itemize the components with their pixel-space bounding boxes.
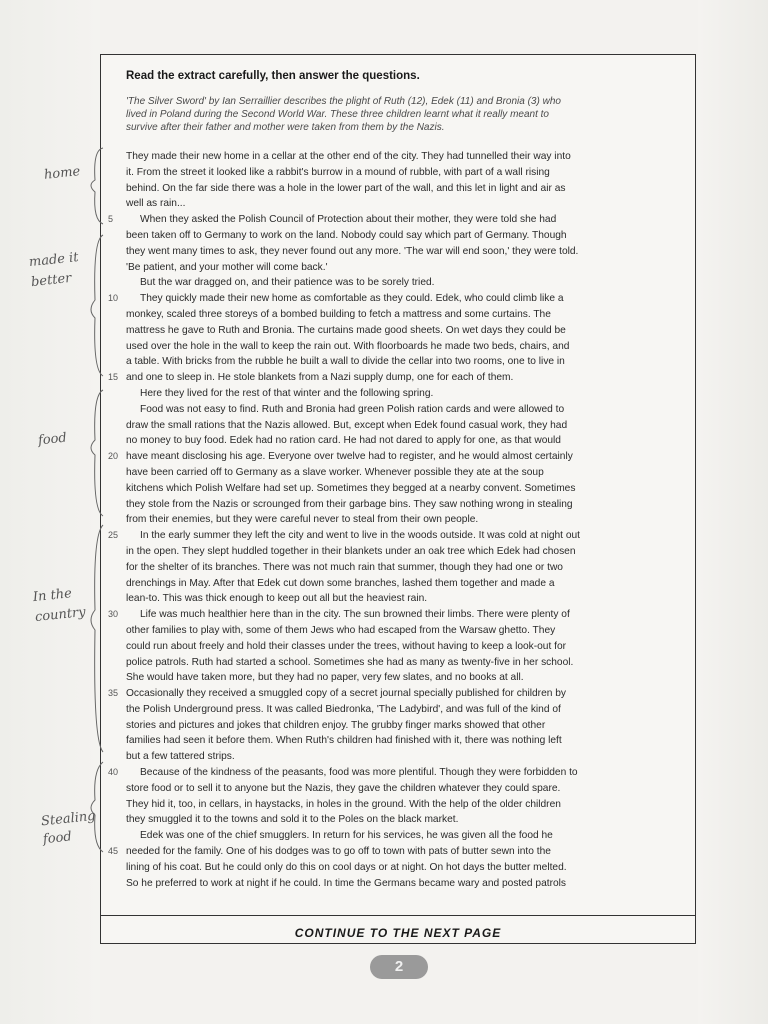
line-text: they smuggled it to the towns and sold it to the Poles on the black market. (126, 814, 459, 826)
line-text: drenchings in May. After that Edek cut down some branches, lashed them together and made a (126, 577, 555, 589)
text-line (126, 323, 686, 339)
continue-footer: CONTINUE TO THE NEXT PAGE (294, 926, 502, 940)
line-text: mattress he gave to Ruth and Bronia. The curtains made good sheets. On wet days they could be (126, 324, 566, 336)
text-line (126, 639, 686, 655)
line-text: they went many times to ask, they never found out any more. 'The war will end soon,' they were told. (126, 245, 579, 257)
text-line (126, 149, 686, 165)
text-line (126, 718, 686, 734)
page-number-badge: 2 (370, 955, 428, 979)
text-line (126, 196, 686, 212)
line-text: have been carried off to Germany as a slave worker. Whenever possible they ate at the soup (126, 466, 544, 478)
text-line (108, 844, 686, 860)
line-text: monkey, scaled three storeys of a bombed building to fetch a mattress and some curtains. The (126, 308, 551, 320)
line-text: Because of the kindness of the peasants, food was more plentiful. Though they were forbidden to (140, 767, 578, 779)
line-number: 5 (108, 214, 114, 225)
line-text: from their enemies, but they were careful never to steal from their own people. (126, 514, 479, 526)
line-text: Here they lived for the rest of that winter and the following spring. (140, 387, 434, 399)
line-text: used over the hole in the wall to keep the rain out. With floorboards he made two beds, chairs, and (126, 340, 570, 352)
line-number: 20 (108, 451, 119, 462)
text-line (126, 181, 686, 197)
line-text: and one to sleep in. He stole blankets from a Nazi supply dump, one for each of them. (126, 372, 514, 384)
margin-note-made-better: made it better (28, 250, 80, 291)
line-number: 40 (108, 767, 119, 778)
footer-rule (100, 915, 696, 916)
instruction-heading: Read the extract carefully, then answer the questions. (126, 70, 420, 82)
text-line (126, 228, 686, 244)
text-line (126, 512, 686, 528)
line-text: When they asked the Polish Council of Protection about their mother, they were told she had (140, 214, 557, 226)
line-text: no money to buy food. Edek had no ration card. He had not dared to apply for one, as that would (126, 435, 561, 447)
line-text: Life was much healthier here than in the city. The sun browned their limbs. There were plenty of (140, 609, 570, 621)
line-text: lean-to. This was thick enough to keep out all but the heaviest rain. (126, 593, 428, 605)
text-line (126, 576, 686, 592)
text-line (126, 812, 686, 828)
line-text: they stole from the Nazis or scrounged from their garbage bins. They saw nothing wrong in stealing (126, 498, 573, 510)
margin-note-in-the-country: In the country (32, 586, 87, 626)
line-text: police patrols. Ruth had started a school. Sometimes she had as many as twenty-five in her school. (126, 656, 574, 668)
text-line (108, 607, 686, 623)
text-line (126, 386, 686, 402)
line-text: She would have taken more, but they had no paper, very few slates, and no books at all. (126, 672, 524, 684)
line-text: been taken off to Germany to work on the land. Nobody could say which part of Germany. Though (126, 229, 567, 241)
text-line (108, 528, 686, 544)
text-line (126, 244, 686, 260)
line-text: well as rain... (126, 198, 186, 210)
line-text: needed for the family. One of his dodges was to go off to town with pats of butter sewn into the (126, 846, 551, 858)
line-text: families had seen it before them. When Ruth's children had finished with it, there was nothing left (126, 735, 562, 747)
margin-note-food: food (37, 430, 68, 449)
line-number: 15 (108, 372, 119, 383)
text-line (126, 339, 686, 355)
text-line (108, 291, 686, 307)
line-text: it. From the street it looked like a rabbit's burrow in a mound of rubble, with part of a wall rising (126, 166, 550, 178)
line-text: behind. On the far side there was a hole in the lower part of the wall, and this let in light and air as (126, 182, 566, 194)
line-text: have meant disclosing his age. Everyone over twelve had to register, and he would almost certainly (126, 451, 573, 463)
text-line (126, 623, 686, 639)
line-text: but a few tattered strips. (126, 751, 235, 763)
line-number: 10 (108, 293, 119, 304)
line-text: lining of his coat. But he could only do this on cool days or at night. On hot days the butter melted. (126, 861, 567, 873)
text-line (126, 418, 686, 434)
text-line (126, 876, 686, 892)
text-line (126, 481, 686, 497)
intro-line: 'The Silver Sword' by Ian Serraillier describes the plight of Ruth (12), Edek (11) and Bronia (3) who (126, 96, 561, 107)
line-number: 35 (108, 688, 119, 699)
intro-line: lived in Poland during the Second World War. These three children learnt what it really meant to (126, 109, 549, 120)
line-text: Edek was one of the chief smugglers. In return for his services, he was given all the food he (140, 830, 553, 842)
text-line (108, 686, 686, 702)
margin-note-stealing-food: Stealing food (40, 808, 97, 848)
intro-line: survive after their father and mother were taken from them by the Nazis. (126, 122, 445, 133)
line-text: In the early summer they left the city and went to live in the woods outside. It was cold at night out (140, 530, 580, 542)
text-line (126, 733, 686, 749)
line-text: But the war dragged on, and their patience was to be sorely tried. (140, 277, 435, 289)
line-text: other families to play with, some of them Jews who had escaped from the Warsaw ghetto. They (126, 624, 556, 636)
text-line (126, 797, 686, 813)
line-number: 45 (108, 846, 119, 857)
text-line (108, 449, 686, 465)
text-line (126, 402, 686, 418)
text-line (126, 354, 686, 370)
text-line (126, 307, 686, 323)
line-text: the Polish Underground press. It was called Biedronka, 'The Ladybird', and was full of the kind of (126, 703, 561, 715)
text-line (126, 465, 686, 481)
text-line (126, 702, 686, 718)
text-line (126, 275, 686, 291)
text-line (126, 670, 686, 686)
extract-text (108, 149, 686, 891)
line-number: 30 (108, 609, 119, 620)
line-text: They quickly made their new home as comfortable as they could. Edek, who could climb like a (140, 293, 564, 305)
text-line (126, 544, 686, 560)
text-line (126, 591, 686, 607)
line-text: a table. With bricks from the rubble he built a wall to divide the cellar into two rooms, one to live in (126, 356, 565, 368)
text-line (126, 860, 686, 876)
margin-note-home: home (43, 164, 81, 183)
paper-edge-right (698, 0, 768, 1024)
line-text: store food or to sell it to anyone but the Nazis, they gave the children whatever they could spare. (126, 782, 561, 794)
text-line (126, 497, 686, 513)
text-line (108, 212, 686, 228)
line-text: Occasionally they received a smuggled copy of a secret journal specially published for children by (126, 688, 566, 700)
text-line (108, 370, 686, 386)
line-text: They hid it, too, in cellars, in haystacks, in holes in the ground. With the help of the older children (126, 798, 561, 810)
line-text: So he preferred to work at night if he could. In time the Germans became wary and posted patrols (126, 877, 566, 889)
line-text: for the shelter of its branches. There was not much rain that summer, though they had one or two (126, 561, 563, 573)
intro-paragraph (126, 95, 686, 134)
text-line (126, 560, 686, 576)
line-text: Food was not easy to find. Ruth and Bronia had green Polish ration cards and were allowed to (140, 403, 565, 415)
text-line (108, 765, 686, 781)
text-line (126, 781, 686, 797)
line-text: stories and pictures and jokes that children enjoy. The grubby finger marks showed that other (126, 719, 546, 731)
text-line (126, 165, 686, 181)
line-text: They made their new home in a cellar at the other end of the city. They had tunnelled their way into (126, 151, 571, 162)
line-text: in the open. They slept huddled together in their blankets under an oak tree which Edek had chosen (126, 545, 576, 557)
text-line (126, 260, 686, 276)
line-text: could run about freely and hold their classes under the trees, without having to keep a look-out for (126, 640, 567, 652)
text-line (126, 749, 686, 765)
text-line (126, 433, 686, 449)
line-text: kitchens which Polish Welfare had set up. Sometimes they begged at a nearby convent. Sometimes (126, 482, 576, 494)
text-line (126, 828, 686, 844)
line-text: 'Be patient, and your mother will come back.' (126, 261, 328, 273)
line-number: 25 (108, 530, 119, 541)
line-text: draw the small rations that the Nazis allowed. But, except when Edek found casual work, they had (126, 419, 568, 431)
text-line (126, 655, 686, 671)
